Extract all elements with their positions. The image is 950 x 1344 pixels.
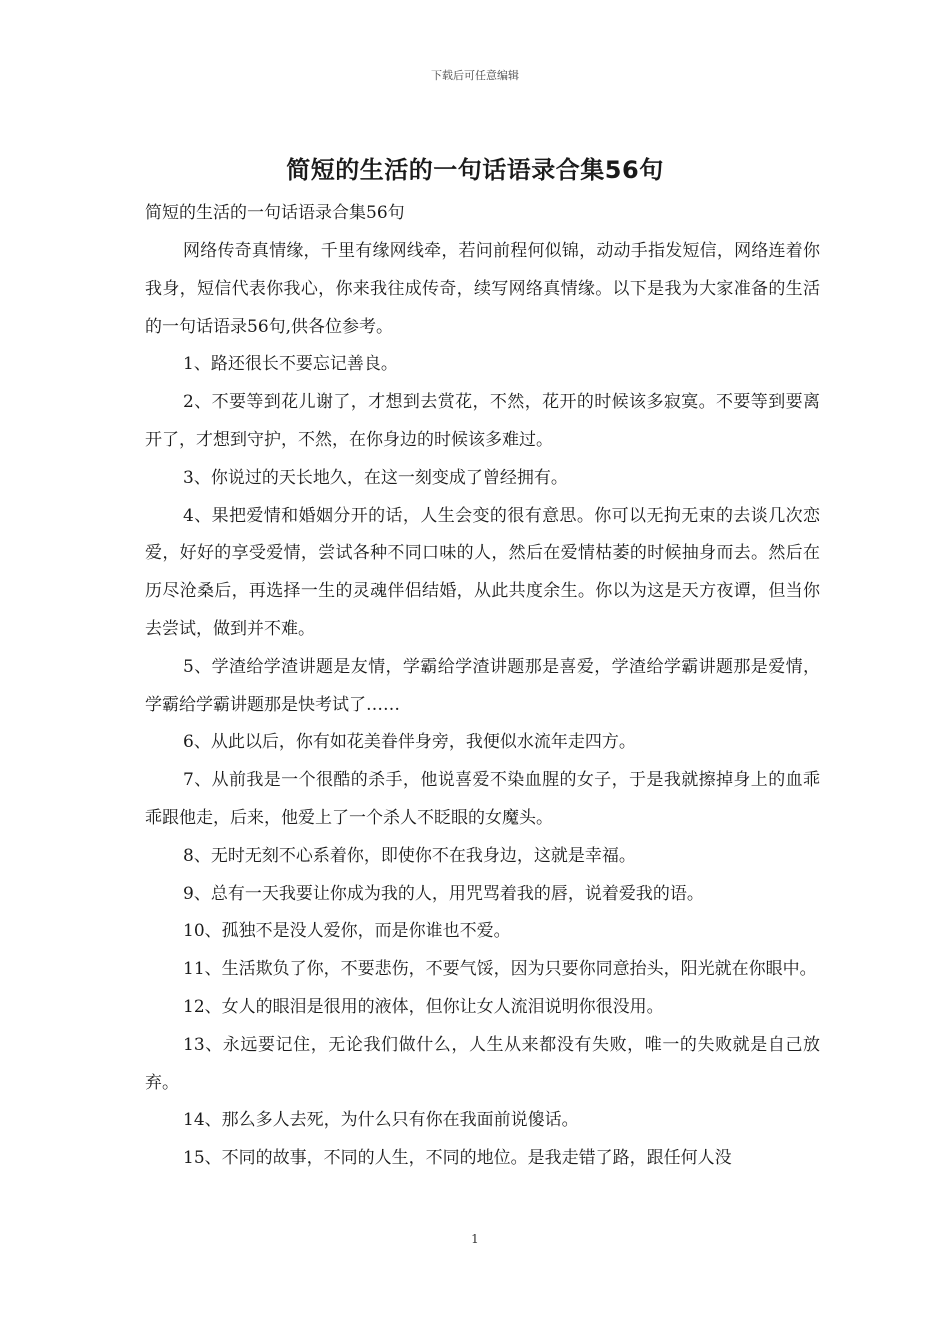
quote-item: 2、不要等到花儿谢了，才想到去赏花，不然，花开的时候该多寂寞。不要等到要离开了，才想到守护，不然，在你身边的时候该多难过。	[145, 392, 820, 450]
document-body	[145, 199, 820, 1178]
quote-item: 7、从前我是一个很酷的杀手，他说喜爱不染血腥的女子，于是我就擦掉身上的血乖乖跟他走，后来，他爱上了一个杀人不眨眼的女魔头。	[145, 770, 820, 828]
quote-item: 10、孤独不是没人爱你，而是你谁也不爱。	[183, 921, 511, 942]
quote-item: 14、那么多人去死，为什么只有你在我面前说傻话。	[183, 1110, 579, 1131]
quote-item: 3、你说过的天长地久，在这一刻变成了曾经拥有。	[183, 467, 568, 488]
page-header: 下载后可任意编辑	[431, 69, 519, 82]
quote-item: 8、无时无刻不心系着你，即使你不在我身边，这就是幸福。	[183, 845, 636, 866]
quote-item: 4、果把爱情和婚姻分开的话，人生会变的很有意思。你可以无拘无束的去谈几次恋爱，好好的享受爱情，尝试各种不同口味的人，然后在爱情枯萎的时候抽身而去。然后在历尽沧桑后，再选择一生的灵魂伴侣结婚，从此共度余生。你以为这是天方夜谭，但当你去尝试，做到并不难。	[145, 505, 820, 639]
quote-item: 6、从此以后，你有如花美眷伴身旁，我便似水流年走四方。	[183, 732, 636, 753]
quote-item: 12、女人的眼泪是很用的液体，但你让女人流泪说明你很没用。	[183, 996, 664, 1017]
document-subtitle: 简短的生活的一句话语录合集56句	[145, 203, 405, 223]
quote-item: 1、路还很长不要忘记善良。	[183, 354, 398, 375]
document-title: 简短的生活的一句话语录合集56句	[286, 156, 664, 184]
quote-item: 15、不同的故事，不同的人生，不同的地位。是我走错了路，跟任何人没	[183, 1148, 732, 1169]
quote-item: 5、学渣给学渣讲题是友情，学霸给学渣讲题那是喜爱，学渣给学霸讲题那是爱情，学霸给学霸讲题那是快考试了……	[145, 656, 820, 715]
quote-item: 13、永远要记住，无论我们做什么，人生从来都没有失败，唯一的失败就是自己放弃。	[145, 1034, 820, 1093]
intro-paragraph: 网络传奇真情缘，千里有缘网线牵，若问前程何似锦，动动手指发短信，网络连着你我身，短信代表你我心，你来我往成传奇，续写网络真情缘。以下是我为大家准备的生活的一句话语录56句,供各位参考。	[145, 241, 820, 337]
quote-item: 9、总有一天我要让你成为我的人，用咒骂着我的唇，说着爱我的语。	[183, 883, 704, 904]
page-number: 1	[471, 1232, 479, 1246]
quote-item: 11、生活欺负了你，不要悲伤，不要气馁，因为只要你同意抬头，阳光就在你眼中。	[183, 959, 817, 980]
